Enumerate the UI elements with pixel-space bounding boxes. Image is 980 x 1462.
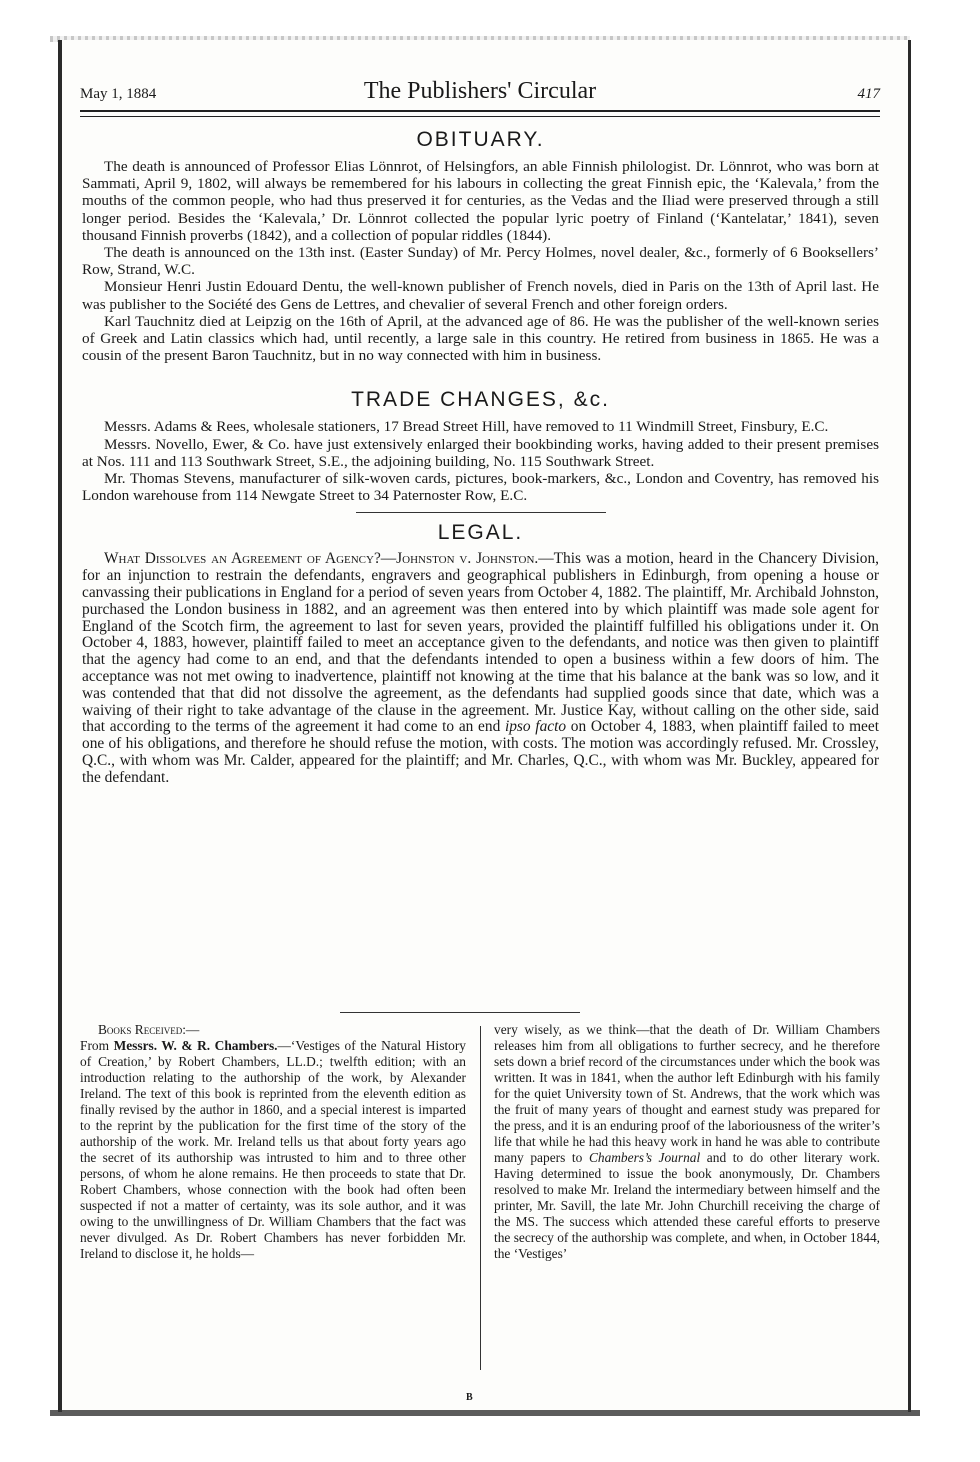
legal-body-1: —This was a motion, heard in the Chancery Division, for an injunction to restrain the defendants, engravers and geographical publishers in Edinburgh, from opening a house or canvassing their publications in England for a period of seven years from October 4, 1882. The plaintiff, Mr. Archibald Johnston, purchased the London business in 1882, and an agreement was then entered into by which plaintiff was made sole agent for England of the Scotch firm, the agreement to last for seven years, provided the plaintiff fulfilled his obligations under it. On October 4, 1883, however, plaintiff failed to meet an acceptance given to the defendants, and notice was then given to plaintiff that the agency had come to an end, and that the defendants intended to open a business within a few doors of him. The acceptance was not met owing to inadvertence, plaintiff not knowing at the time that his balance at the bank was so low, and it was contended that that did not dissolve the agreement, as the defendants had supplied goods since that date, which was a waiving of their right to take advantage of the clause in the agreement. Mr. Justice Kay, without calling on the other side, said that according to the terms of the agreement it had come to an end	[82, 550, 879, 736]
books-heading-line	[80, 1022, 466, 1038]
books-right-body-2: and to do other literary work. Having determined to issue the book anonymously, Dr. Chambers resolved to make Mr. Ireland the intermediary between himself and the printer, Mr. Savill, the late Mr. John Churchill receiving the charge of the MS. The success which attended these careful efforts to preserve the secrecy of the authorship was complete, and when, in October 1844, the ‘Vestiges’	[494, 1150, 881, 1261]
books-left-column	[80, 1022, 466, 1262]
main-content	[82, 122, 879, 787]
obituary-paragraph: The death is announced on the 13th inst. (Easter Sunday) of Mr. Percy Holmes, novel dealer, &c., formerly of 6 Booksellers’ Row, Strand, W.C.	[82, 244, 879, 279]
books-received-heading: Books Received:—	[98, 1022, 200, 1037]
legal-case-title: What Dissolves an Agreement of Agency?—Johnston v. Johnston.	[104, 550, 539, 568]
signature-mark: B	[466, 1392, 473, 1403]
header-date: May 1, 1884	[80, 86, 157, 102]
books-from-prefix: From	[80, 1038, 114, 1053]
books-publisher: Messrs. W. & R. Chambers.	[113, 1038, 278, 1053]
trade-paragraph: Mr. Thomas Stevens, manufacturer of silk-woven cards, pictures, book-markers, &c., London and Coventry, has removed his London warehouse from 114 Newgate Street to 34 Paternoster Row, E.C.	[82, 470, 879, 505]
obituary-paragraph: Monsieur Henri Justin Edouard Dentu, the well-known publisher of French novels, died in Paris on the 13th of April last. He was publisher to the Société des Gens de Lettres, and chevalier of several French and other foreign orders.	[82, 278, 879, 313]
legal-paragraph	[82, 551, 879, 786]
obituary-paragraph: Karl Tauchnitz died at Leipzig on the 16th of April, at the advanced age of 86. He was the publisher of the well-known series of Greek and Latin classics which had, until recently, a large sale in this country. He retired from business in 1865. He was a cousin of the present Baron Tauchnitz, but in no way connected with him in business.	[82, 312, 879, 365]
trade-paragraph: Messrs. Adams & Rees, wholesale stationers, 17 Bread Street Hill, have removed to 11 Windmill Street, Finsbury, E.C.	[104, 418, 829, 436]
bottom-rule	[50, 1410, 920, 1416]
header-title: The Publishers' Circular	[363, 78, 597, 104]
books-right-column	[494, 1022, 880, 1262]
books-right-body-1: very wisely, as we think—that the death of Dr. William Chambers releases him from all obligations to further secrecy, and he therefore sets down a brief record of the circumstances under which the book was written. It was in 1841, when the author left Edinburgh with his family for the quiet University town of St. Andrews, that the work which was the fruit of many years of thought and earnest study was prepared for the press, and it is an enduring proof of the laboriousness of the writer’s life that while he had this heavy work in hand he was able to contribute many papers to	[494, 1022, 880, 1165]
column-separator	[480, 1026, 481, 1370]
legal-heading: LEGAL.	[437, 521, 524, 545]
columns-divider-rule	[340, 1012, 580, 1013]
section-divider	[356, 512, 606, 513]
header-rule	[80, 110, 880, 117]
legal-body-2: on October 4, 1883, when plaintiff failed to meet one of his obligations, and therefore he should refuse the motion, with costs. The motion was accordingly refused. Mr. Crossley, Q.C., with whom was Mr. Calder, appeared for the plaintiff; and Mr. Charles, Q.C., with whom was Mr. Buckley, appeared for the defendant.	[82, 718, 879, 786]
legal-ipso-facto: ipso facto	[504, 718, 567, 736]
books-journal-title: Chambers’s Journal	[588, 1150, 701, 1165]
books-right-text	[494, 1022, 880, 1262]
books-received-columns	[80, 1022, 880, 1372]
books-left-body: —‘Vestiges of the Natural History of Creation,’ by Robert Chambers, LL.D.; twelfth edition; with an introduction relating to the authorship of the work, by Alexander Ireland. The text of this book is reprinted from the eleventh edition as finally revised by the author in 1860, and a special interest is imparted to the reprint by the publication for the first time of the story of the authorship of the work. Mr. Ireland tells us that about forty years ago the secret of its authorship was intrusted to him and to three other persons, of whom he alone remains. He then proceeds to state that Dr. Robert Chambers, whose connection with the book had often been suspected if not a matter of certainty, was its sole author, and it was owing to the unwillingness of Dr. William Chambers that the fact was never divulged. As Dr. Robert Chambers has never forbidden Mr. Ireland to disclose it, he holds—	[80, 1038, 466, 1261]
obituary-paragraph: The death is announced of Professor Elias Lönnrot, of Helsingfors, an able Finnish philologist. Dr. Lönnrot, who was born at Sammati, April 9, 1802, will always be remembered for his labours in collecting the great Finnish epic, the ‘Kalevala,’ from the mouths of the common people, who had thus preserved it for centuries, as the Vedas and the Iliad were preserved through a still longer period. Besides the ‘Kalevala,’ Dr. Lönnrot collected the popular lyric poetry of Finland (‘Kantelatar,’ 1841), seven thousand Finnish proverbs (1842), and a collection of popular riddles (1844).	[82, 158, 879, 244]
trade-paragraph: Messrs. Novello, Ewer, & Co. have just extensively enlarged their bookbinding works, having added to their present premises at Nos. 111 and 113 Southwark Street, S.E., the adjoining building, No. 115 Southwark Street.	[82, 435, 879, 470]
trade-changes-heading: TRADE CHANGES, &c.	[351, 388, 610, 412]
running-header	[80, 78, 880, 108]
books-left-text	[80, 1038, 466, 1262]
obituary-heading: OBITUARY.	[416, 128, 545, 151]
page-number: 417	[857, 86, 880, 102]
